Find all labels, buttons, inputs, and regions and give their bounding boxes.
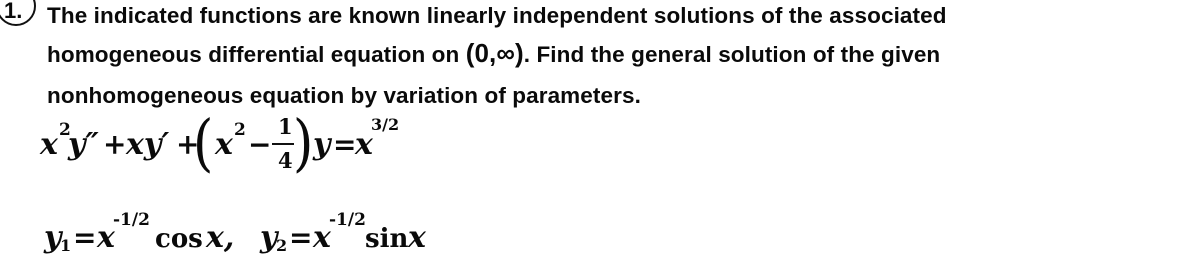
- eq-plus-2: +: [176, 128, 200, 161]
- y1-x: x: [97, 220, 115, 255]
- problem-text-line-2b: . Find the general solution of the given: [523, 42, 941, 67]
- y1: y: [44, 220, 62, 255]
- y1-cos: cos: [155, 224, 203, 254]
- interval: (0,∞): [465, 38, 524, 68]
- y2: y: [260, 220, 278, 255]
- y2-subscript: 2: [276, 236, 288, 255]
- y1-subscript: 1: [60, 236, 72, 255]
- problem-text-line-3: nonhomogeneous equation by variation of parameters.: [47, 83, 641, 108]
- eq-right-paren: ): [292, 106, 314, 179]
- problem-number: 1.: [4, 0, 23, 23]
- eq-fraction-denominator: 4: [278, 148, 293, 173]
- eq-plus-1: +: [103, 128, 127, 161]
- eq-xy-prime: xy′: [126, 127, 170, 162]
- y2-exponent: -1/2: [329, 210, 366, 230]
- eq-x-exponent: 2: [59, 120, 71, 140]
- eq-equals: =: [333, 128, 357, 161]
- eq-x2-exponent: 2: [234, 120, 246, 140]
- y2-sin: sin: [365, 224, 409, 254]
- eq-rhs-x: x: [355, 127, 373, 162]
- eq-minus: −: [248, 128, 272, 161]
- eq-y-double-prime: y″: [68, 127, 99, 162]
- eq-x2: x: [215, 127, 233, 162]
- y2-equals: =: [289, 221, 313, 254]
- y2-x: x: [313, 220, 331, 255]
- y1-exponent: -1/2: [113, 210, 150, 230]
- eq-rhs-exponent: 3/2: [371, 115, 400, 134]
- y2-sin-argument: x: [408, 220, 426, 255]
- y1-cos-argument: x,: [206, 220, 235, 255]
- eq-fraction-numerator: 1: [278, 114, 293, 139]
- eq-y: y: [313, 127, 331, 162]
- eq-x: x: [40, 127, 58, 162]
- y1-equals: =: [73, 221, 97, 254]
- problem-text-line-2a: homogeneous differential equation on: [47, 42, 460, 67]
- eq-left-paren: (: [192, 106, 214, 179]
- problem-text-line-1: The indicated functions are known linearly independent solutions of the associated: [47, 3, 947, 28]
